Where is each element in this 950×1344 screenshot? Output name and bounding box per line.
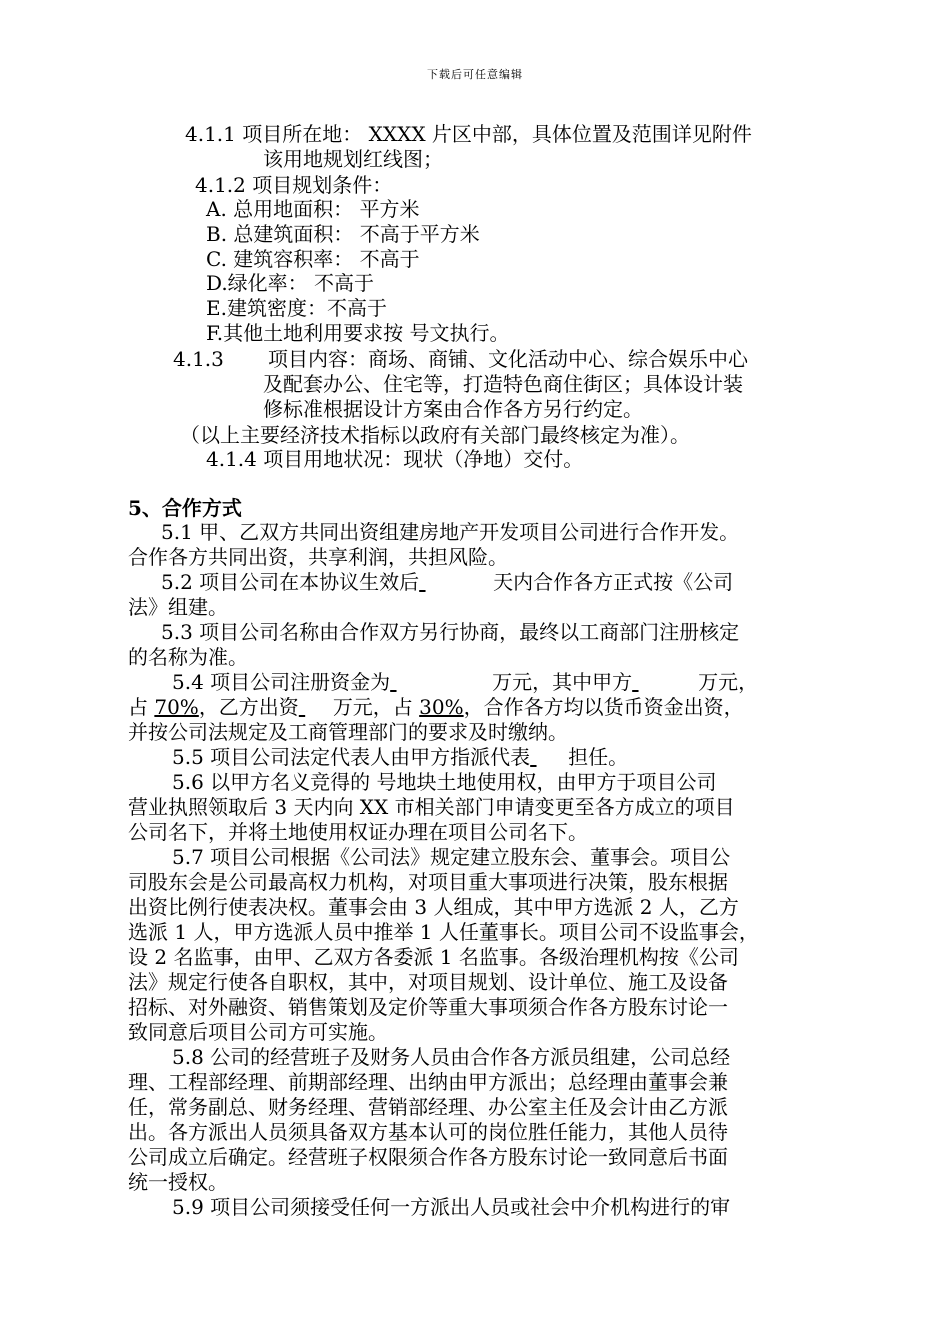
- clause-5-8: 5.8 公司的经营班子及财务人员由合作各方派员组建，公司总经: [172, 1045, 731, 1069]
- clause-5-2: 5.2 项目公司在本协议生效后 天内合作各方正式按《公司: [161, 570, 734, 594]
- item-4-1-2: 4.1.2 项目规划条件：: [195, 173, 393, 197]
- clause-5-8-cont-4: 公司成立后确定。经营班子权限须合作各方股东讨论一致同意后书面: [128, 1145, 728, 1169]
- clause-5-7-cont-5: 法》规定行使各自职权，其中，对项目规划、设计单位、施工及设备: [128, 970, 728, 994]
- clause-5-7-cont-1: 司股东会是公司最高权力机构，对项目重大事项进行决策，股东根据: [128, 870, 728, 894]
- item-4-1-3-number: 4.1.3: [173, 347, 224, 371]
- clause-5-3-cont: 的名称为准。: [128, 645, 248, 669]
- clause-5-8-cont-1: 理、工程部经理、前期部经理、出纳由甲方派出；总经理由董事会兼: [128, 1070, 728, 1094]
- condition-f: F.其他土地利用要求按 号文执行。: [206, 321, 510, 345]
- party-b-share: 30%: [419, 695, 464, 719]
- clause-5-5: 5.5 项目公司法定代表人由甲方指派代表 担任。: [172, 745, 629, 769]
- clause-5-7-cont-4: 设 2 名监事，由甲、乙双方各委派 1 名监事。各级治理机构按《公司: [128, 945, 739, 969]
- indicator-note: （以上主要经济技术指标以政府有关部门最终核定为准）。: [180, 423, 690, 447]
- clause-5-9: 5.9 项目公司须接受任何一方派出人员或社会中介机构进行的审: [172, 1195, 731, 1219]
- item-4-1-4: 4.1.4 项目用地状况：现状（净地）交付。: [206, 447, 584, 471]
- clause-5-4-cont-1: 占 70%，乙方出资 万元，占 30%，合作各方均以货币资金出资，: [128, 695, 744, 719]
- clause-5-3: 5.3 项目公司名称由合作双方另行协商，最终以工商部门注册核定: [161, 620, 740, 644]
- section-5-title: 5、合作方式: [128, 496, 242, 520]
- party-a-share: 70%: [154, 695, 199, 719]
- clause-5-8-cont-3: 出。各方派出人员须具备双方基本认可的岗位胜任能力，其他人员待: [128, 1120, 728, 1144]
- blank-registered-capital: [390, 669, 492, 695]
- clause-5-6: 5.6 以甲方名义竞得的 号地块土地使用权，由甲方于项目公司: [172, 770, 717, 794]
- clause-5-4: 5.4 项目公司注册资金为 万元，其中甲方 万元，: [172, 670, 759, 694]
- condition-c: C. 建筑容积率： 不高于: [206, 247, 420, 271]
- blank-representative: [530, 744, 568, 770]
- condition-b: B. 总建筑面积： 不高于平方米: [206, 222, 480, 246]
- clause-5-4-cont-2: 并按公司法规定及工商管理部门的要求及时缴纳。: [128, 720, 568, 744]
- clause-5-1: 5.1 甲、乙双方共同出资组建房地产开发项目公司进行合作开发。: [161, 520, 740, 544]
- blank-party-b-capital: [299, 694, 333, 720]
- clause-5-8-cont-2: 任，常务副总、财务经理、营销部经理、办公室主任及会计由乙方派: [128, 1095, 728, 1119]
- clause-5-7-cont-3: 选派 1 人，甲方选派人员中推举 1 人任董事长。项目公司不设监事会，: [128, 920, 759, 944]
- blank-days: [419, 569, 493, 595]
- clause-5-7-cont-6: 招标、对外融资、销售策划及定价等重大事项须合作各方股东讨论一: [128, 995, 728, 1019]
- item-4-1-1-cont: 该用地规划红线图；: [263, 147, 443, 171]
- clause-5-6-cont-1: 营业执照领取后 3 天内向 XX 市相关部门申请变更至各方成立的项目: [128, 795, 735, 819]
- clause-5-1-cont: 合作各方共同出资，共享利润，共担风险。: [128, 545, 508, 569]
- clause-5-7: 5.7 项目公司根据《公司法》规定建立股东会、董事会。项目公: [172, 845, 731, 869]
- item-4-1-1: 4.1.1 项目所在地： XXXX 片区中部，具体位置及范围详见附件: [185, 122, 752, 146]
- clause-5-7-cont-2: 出资比例行使表决权。董事会由 3 人组成，其中甲方选派 2 人，乙方: [128, 895, 739, 919]
- clause-5-7-cont-7: 致同意后项目公司方可实施。: [128, 1020, 388, 1044]
- page-header: 下载后可任意编辑: [427, 68, 523, 81]
- item-4-1-3-text: 项目内容：商场、商铺、文化活动中心、综合娱乐中心: [268, 347, 748, 371]
- condition-a: A. 总用地面积： 平方米: [206, 197, 420, 221]
- clause-5-6-cont-2: 公司名下，并将土地使用权证办理在项目公司名下。: [128, 820, 588, 844]
- clause-5-2-cont: 法》组建。: [128, 595, 228, 619]
- condition-e: E.建筑密度：不高于: [206, 296, 387, 320]
- condition-d: D.绿化率： 不高于: [206, 271, 375, 295]
- blank-party-a-capital: [632, 669, 698, 695]
- item-4-1-3-cont-2: 修标准根据设计方案由合作各方另行约定。: [263, 397, 643, 421]
- clause-5-8-cont-5: 统一授权。: [128, 1170, 228, 1194]
- item-4-1-3-cont-1: 及配套办公、住宅等，打造特色商住街区；具体设计装: [263, 372, 743, 396]
